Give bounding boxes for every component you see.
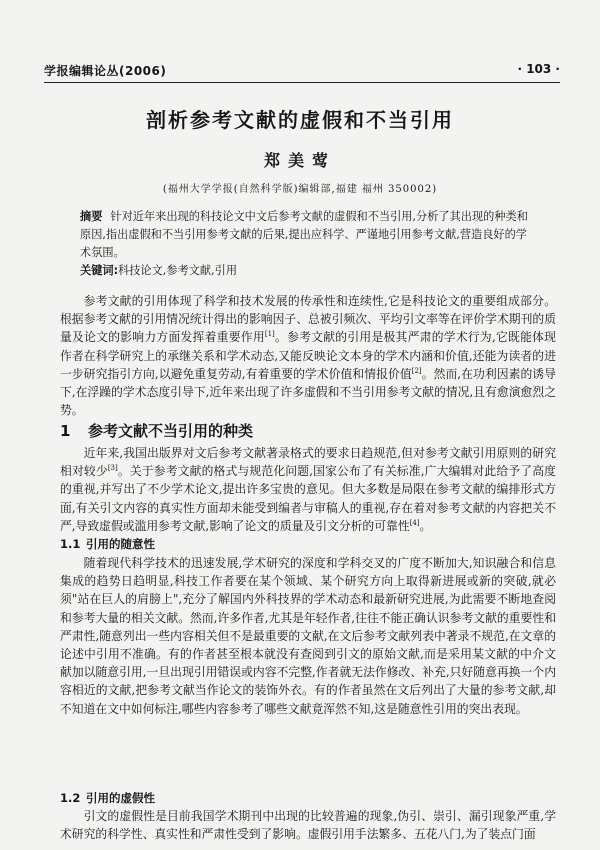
article-title: 剖析参考文献的虚假和不当引用 xyxy=(146,108,454,132)
section-title: 参考文献不当引用的种类 xyxy=(88,422,254,440)
subsection-number: 1.1 xyxy=(60,537,81,551)
header-rule xyxy=(44,82,560,83)
subsection1-paragraph: 随着现代科学技术的迅速发展,学术研究的深度和学科交叉的广度不断加大,知识融合和信息集成的趋势日趋明显,科技工作者要在某个领域、某个研究方向上取得新进展或新的突破,就必须"站在巨人的肩膀上",充分了解国内外科技界的学术动态和最新研究进展,为此需要不断地查阅和参考大量的相关文献。然而,许多作者,尤其是年轻作者,往往不能正确认识参考文献的重要性和严肃性,随意列出一些内容相关但不是最重要的文献,在文后参考文献列表中著录不规范,在文章的论述中引用不准确。有的作者甚至根本就没有查阅到引文的原始文献,而是采用某文献的中介文献加以随意引用,一旦出现引用错误或内容不完整,作者就无法作修改、补充,只好随意再换一个内容相近的文献,把参考文献当作论文的装饰外衣。有的作者虽然在文后列出了大量的参考文献,却不知道在文中如何标注,哪些内容参考了哪些文献竟浑然不知,这是随意性引用的突出表现。 xyxy=(60,556,556,716)
citation-ref: [3] xyxy=(107,464,118,473)
abstract-text: 针对近年来出现的科技论文中文后参考文献的虚假和不当引用,分析了其出现的种类和原因,指出虚假和不当引用参考文献的后果,提出应科学、严谨地引用参考文献,营造良好的学术氛围。 xyxy=(80,210,528,260)
citation-ref: [2] xyxy=(411,366,422,375)
subsection-heading xyxy=(60,790,556,806)
section-heading xyxy=(60,420,556,441)
citation-ref: [1] xyxy=(264,330,275,339)
subsection-number: 1.2 xyxy=(60,791,81,805)
journal-name: 学报编辑论丛(2006) xyxy=(44,64,167,78)
section1-paragraph: 近年来,我国出版界对文后参考文献著录格式的要求日趋规范,但对参考文献引用原则的研究相对较少[3]。关于参考文献的格式与规范化问题,国家公布了有关标准,广大编辑对此给予了高度的重视,并写出了不少学术论文,提出许多宝贵的意见。但大多数是局限在参考文献的编排形式方面,有关引文内容的真实性方面却未能受到编者与审稿人的重视,存在着对参考文献的内容把关不严,导致虚假或滥用参考文献,影响了论文的质量及引文分析的可靠性[4]。 xyxy=(60,446,556,533)
keywords-label: 关键词: xyxy=(80,264,119,277)
subsection-title: 引用的虚假性 xyxy=(86,791,155,805)
abstract-label: 摘要 xyxy=(80,210,103,223)
citation-ref: [4] xyxy=(409,518,420,527)
subsection2-paragraph: 引文的虚假性是目前我国学术期刊中出现的比较普遍的现象,伪引、崇引、漏引现象严重,学术研究的科学性、真实性和严肃性受到了影响。虚假引用手法繁多、五花八门,为了装点门面 xyxy=(60,809,556,842)
section-number: 1 xyxy=(60,422,71,440)
abstract xyxy=(80,208,536,263)
keywords-text: 科技论文,参考文献,引用 xyxy=(118,264,238,277)
page-number: · 103 · xyxy=(517,62,560,76)
running-header xyxy=(44,60,560,80)
intro-paragraph: 参考文献的引用体现了科学和技术发展的传承性和连续性,它是科技论文的重要组成部分。根据参考文献的引用情况统计得出的影响因子、总被引频次、平均引文率等在评价学术期刊的质量及论文的影响力方面发挥着重要作用[1]。参考文献的引用是极其严肃的学术行为,它既能体现作者在科学研究上的承继关系和学术动态,又能反映论文本身的学术内涵和价值,还能为读者的进一步研究指引方向,以避免重复劳动,有着重要的学术价值和情报价值[2]。然而,在功利因素的诱导下,在浮躁的学术态度引导下,近年来出现了许多虚假和不当引用参考文献的情况,且有愈演愈烈之势。 xyxy=(60,294,556,418)
author-name: 郑美莺 xyxy=(263,151,336,170)
author-affiliation: (福州大学学报(自然科学版)编辑部,福建 福州 350002) xyxy=(162,184,438,195)
subsection-heading xyxy=(60,536,556,552)
keywords xyxy=(80,262,536,278)
subsection-title: 引用的随意性 xyxy=(86,537,155,551)
